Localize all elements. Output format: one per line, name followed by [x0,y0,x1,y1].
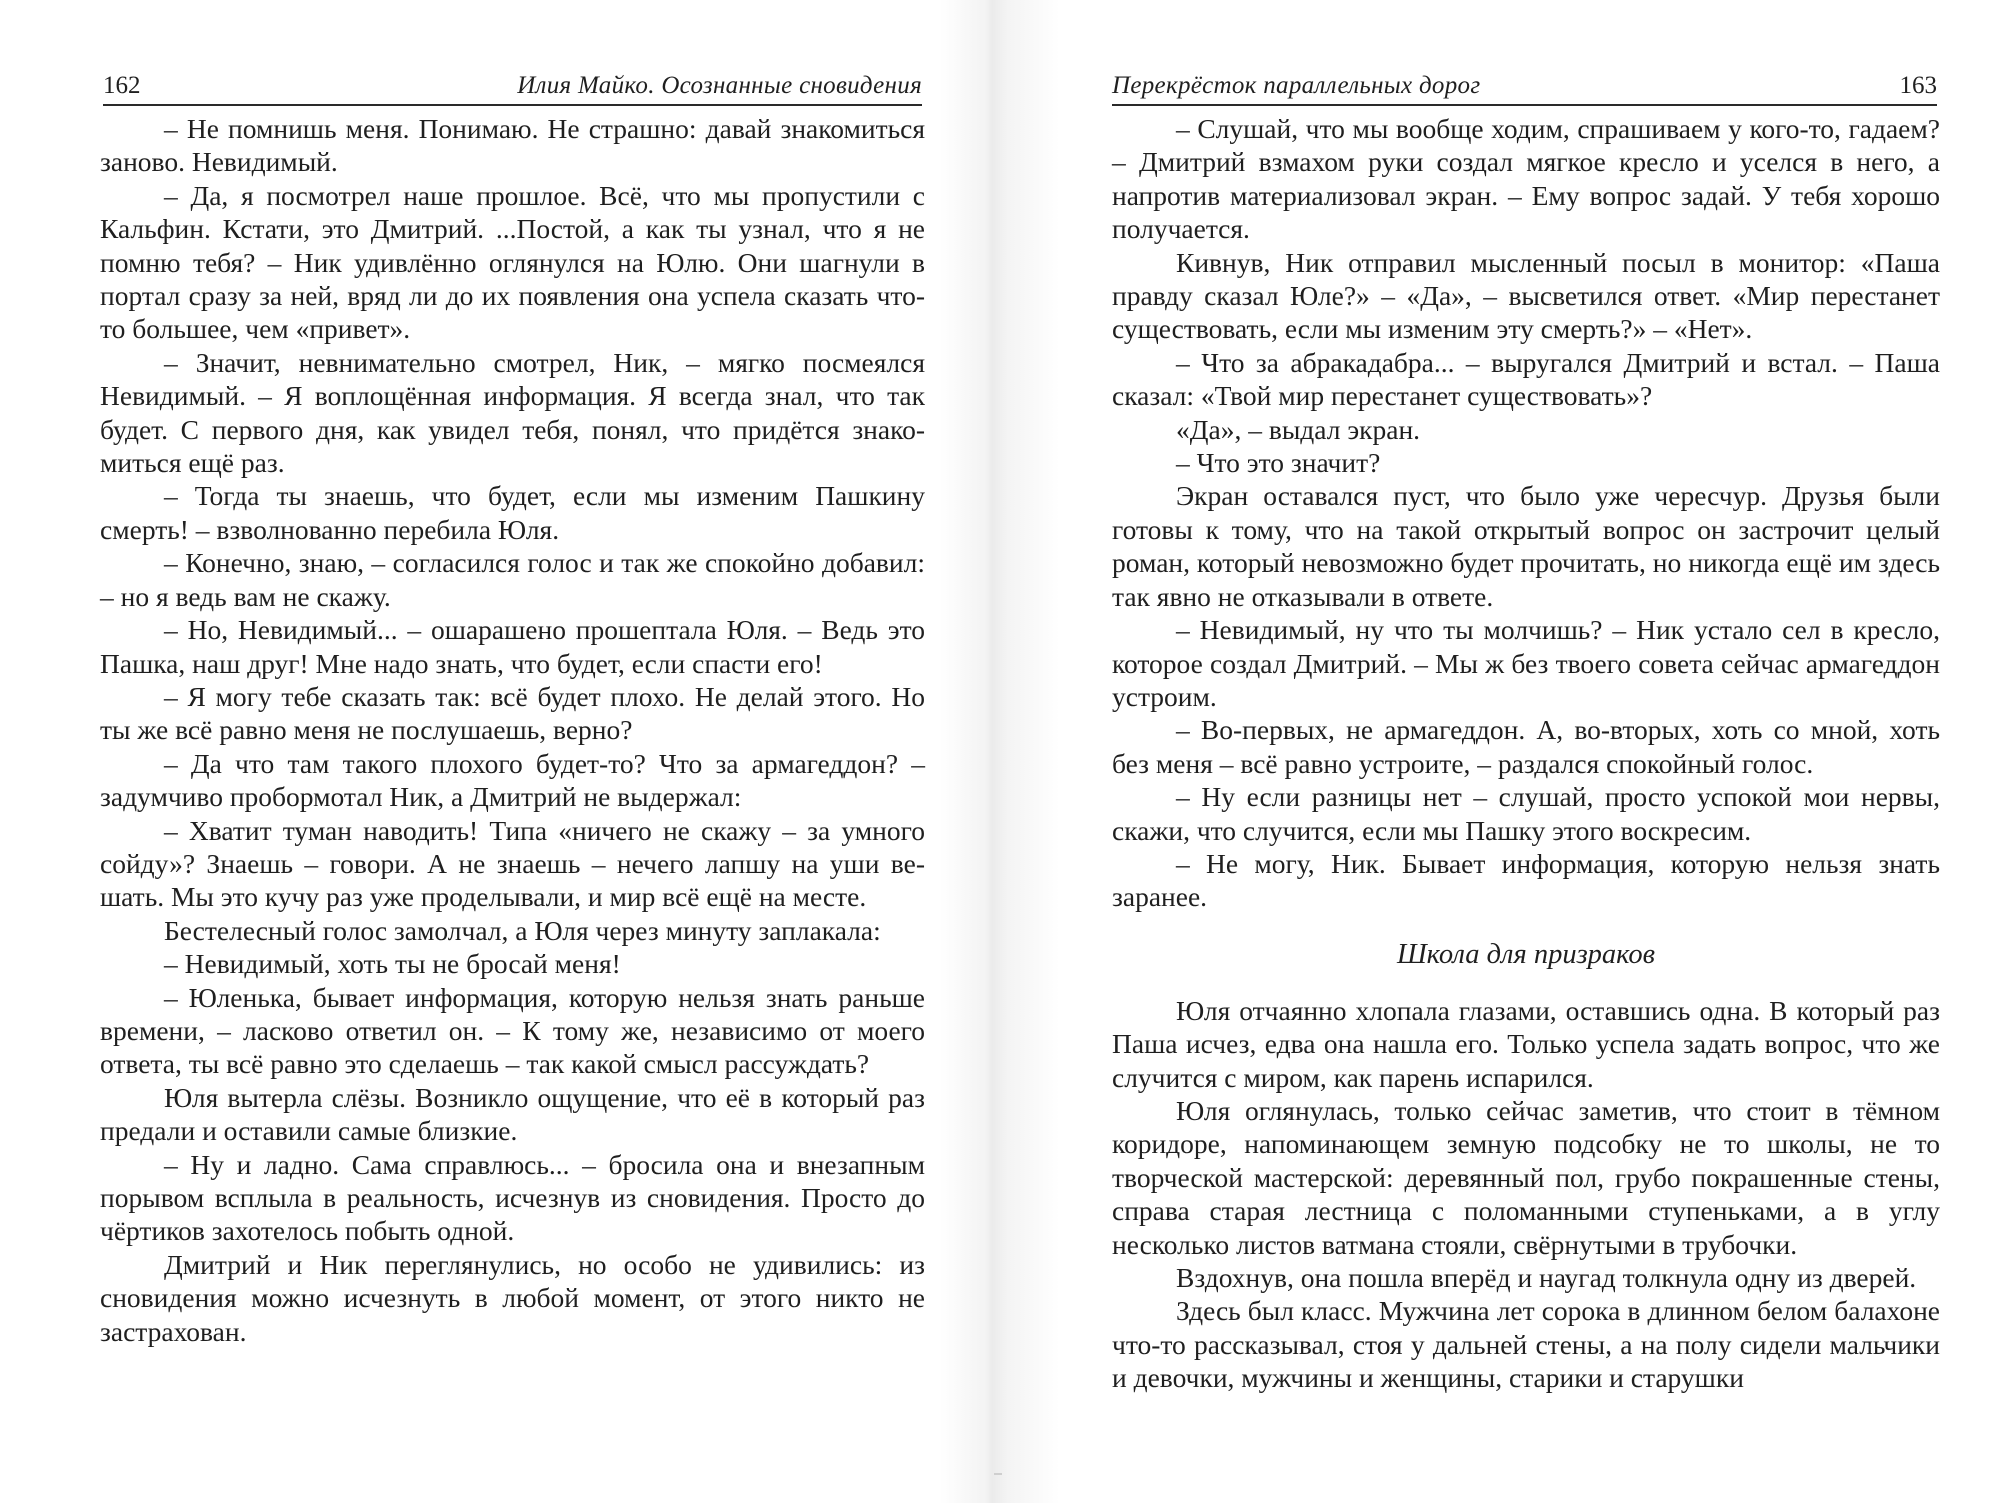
paragraph: Юля оглянулась, только сейчас заметив, что стоит в тёмном коридоре, напоминающем земную подсобку не то школы, не то творческой мастерской: деревянный пол, грубо покрашенные стены, справа старая лестница с поломанными ступеньками, а в углу несколько листов ватмана стояли, свёрнутыми в трубочки. [1112,1094,1940,1260]
paragraph: «Да», – выдал экран. [1176,413,1421,445]
paragraph: Юля вытерла слёзы. Возникло ощущение, что её в который раз предали и оставили самые близкие. [100,1081,925,1147]
paragraph: – Значит, невнимательно смотрел, Ник, – мягко посмеялся Невидимый. – Я воплощённая информация. Я всегда знал, что так будет. С первого дня, как увидел тебя, понял, что придётся знакомиться ещё раз. [100,346,925,479]
paragraph: – Юленька, бывает информация, которую нельзя знать раньше времени, – ласково ответил он. – К тому же, независимо от моего ответа, ты всё равно это сделаешь – так какой смысл рассуждать? [100,981,925,1080]
paragraph: – Слушай, что мы вообще ходим, спрашиваем у кого-то, гадаем? – Дмитрий взмахом руки создал мягкое кресло и уселся в него, а напротив материализовал экран. – Ему вопрос задай. У тебя хорошо получается. [1112,113,1940,245]
gutter-mark [994,1473,1002,1475]
paragraph: – Что это значит? [1176,447,1381,479]
paragraph: – Хватит туман наводить! Типа «ничего не скажу – за умного сойду»? Знаешь – говори. А не знаешь – нечего лапшу на уши вешать. Мы это кучу раз уже проделывали, и мир всё ещё на месте. [100,814,925,913]
paragraph: – Да что там такого плохого будет-то? Что за армагеддон? – задумчиво пробормотал Ник, а Дмитрий не выдержал: [100,747,925,813]
paragraph: – Но, Невидимый... – ошарашено прошептала Юля. – Ведь это Пашка, наш друг! Мне надо знать, что будет, если спасти его! [100,614,925,679]
paragraph: – Тогда ты знаешь, что будет, если мы изменим Пашкину смерть! – взволнованно перебила Юля. [100,480,925,545]
paragraph: – Не могу, Ник. Бывает информация, которую нельзя знать заранее. [1112,847,1940,913]
paragraph: – Невидимый, ну что ты молчишь? – Ник устало сел в кресло, которое создал Дмитрий. – Мы ж без твоего совета сейчас армагеддон устроим. [1112,614,1940,712]
paragraph: Здесь был класс. Мужчина лет сорока в длинном белом балахоне что-то рассказывал, стоя у дальней стены, а на полу сидели мальчики и девочки, мужчины и женщины, старики и старушки [1112,1295,1940,1394]
paragraph: Кивнув, Ник отправил мысленный посыл в монитор: «Паша правду сказал Юле?» – «Да», – высветился ответ. «Мир перестанет существовать, если мы изменим эту смерть?» – «Нет». [1112,246,1940,345]
paragraph: Вздохнув, она пошла вперёд и наугад толкнула одну из дверей. [1176,1262,1917,1293]
section-heading: Школа для призраков [1396,938,1656,970]
paragraph: – Что за абракадабра... – выругался Дмитрий и встал. – Паша сказал: «Твой мир перестанет существовать»? [1112,346,1940,412]
paragraph: – Ну и ладно. Сама справлюсь... – бросила она и внезапным порывом всплыла в реальность, исчезнув из сновидения. Просто до чёртиков захотелось побыть одной. [100,1148,925,1247]
paragraph: Юля отчаянно хлопала глазами, оставшись одна. В который раз Паша исчез, едва она нашла его. Только успела задать вопрос, что же случится с миром, как парень испарился. [1112,994,1940,1093]
paragraph: – Да, я посмотрел наше прошлое. Всё, что мы пропустили с Кальфин. Кстати, это Дмитрий. ...Постой, а как ты узнал, что я не помню тебя? – Ник удивлённо оглянулся на Юлю. Они шагнули в портал сразу за ней, вряд ли до их появления она успела сказать что-то большее, чем «привет». [100,179,925,345]
paragraph: – Я могу тебе сказать так: всё будет плохо. Не делай этого. Но ты же всё равно меня не послушаешь, верно? [100,680,925,746]
paragraph: – Не помнишь меня. Понимаю. Не страшно: давай знакомиться заново. Невидимый. [100,113,925,178]
right-page [1000,0,2000,1503]
page-number-right: 163 [1899,72,1937,99]
left-page-text [100,112,925,1348]
right-page-text [1112,112,1940,1395]
right-page-header [1112,60,1937,106]
paragraph: – Ну если разницы нет – слушай, просто успокой мои нервы, скажи, что случится, если мы Пашку этого воскресим. [1112,781,1940,846]
left-page-header [103,60,922,106]
paragraph: – Во-первых, не армагеддон. А, во-вторых, хоть со мной, хоть без меня – всё равно устроите, – раздался спокойный голос. [1112,714,1940,779]
running-head-left: Илия Майко. Осознанные сновидения [517,72,922,99]
paragraph: Экран оставался пуст, что было уже чересчур. Друзья были готовы к тому, что на такой открытый вопрос он застрочит целый роман, который невозможно будет прочитать, но никогда ещё им здесь так явно не отказывали в ответе. [1112,480,1940,612]
paragraph: Дмитрий и Ник переглянулись, но особо не удивились: из сновидения можно исчезнуть в любой момент, от этого никто не застрахован. [100,1248,925,1347]
running-head-right: Перекрёсток параллельных дорог [1112,72,1481,99]
paragraph: – Невидимый, хоть ты не бросай меня! [164,948,621,980]
page-number-left: 162 [103,72,141,99]
paragraph: – Конечно, знаю, – согласился голос и так же спокойно добавил: – но я ведь вам не скажу. [100,547,925,612]
paragraph: Бестелесный голос замолчал, а Юля через минуту заплакала: [164,914,881,946]
